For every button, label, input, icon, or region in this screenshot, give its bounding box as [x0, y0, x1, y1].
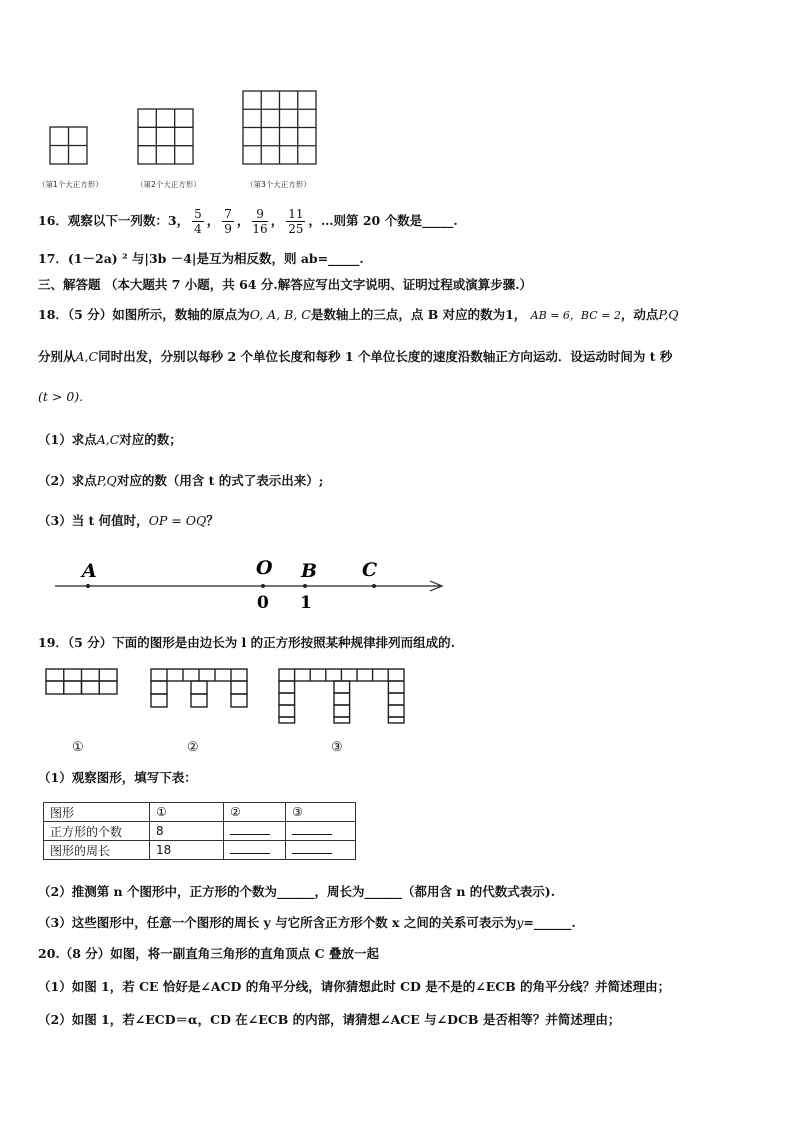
table-row	[44, 841, 356, 860]
question-19-sub-2: （2）推测第 n 个图形中，正方形的个数为______，周长为______（都用含 n 的代数式表示).	[38, 884, 556, 899]
question-18-sub-1: （1）求点A,C对应的数；	[38, 432, 182, 447]
q16-fraction-1: $\frac{5}{4}$	[194, 207, 202, 236]
question-19-sub-1: （1）观察图形，填写下表：	[38, 770, 197, 785]
q16-fraction-4: $\frac{11}{25}$	[288, 207, 304, 236]
table-header-cell: ②	[224, 803, 286, 822]
caption-square-3: （第3个大正方形）	[246, 180, 311, 189]
pattern-figure-3	[279, 669, 404, 723]
question-19-sub-3: （3）这些图形中，任意一个图形的周长 y 与它所含正方形个数 x 之间的关系可表示为y=______.	[38, 915, 576, 930]
big-square-3	[243, 91, 316, 164]
table-blank-cell	[286, 841, 356, 860]
q16-fraction-2: $\frac{7}{9}$	[224, 207, 232, 236]
question-20-sub-1: （1）如图 1，若 CE 恰好是∠ACD 的角平分线，请你猜想此时 CD 是不是的∠ECB 的角平分线？并简述理由；	[38, 979, 671, 994]
tick-1: 1	[300, 593, 312, 613]
table-row-label: 正方形的个数	[44, 822, 150, 841]
section-3-heading: 三、解答题 （本大题共 7 小题，共 64 分.解答应写出文字说明、证明过程或演算步骤.）	[38, 277, 533, 292]
big-squares-figure	[0, 0, 794, 200]
big-square-1	[50, 127, 87, 164]
point-o	[261, 584, 265, 588]
number-line	[0, 550, 794, 620]
label-b: B	[301, 560, 318, 582]
label-a: A	[82, 560, 97, 582]
pattern-figures	[0, 660, 794, 730]
point-b	[303, 584, 307, 588]
table-header-row	[44, 803, 356, 822]
pattern-figure-1	[46, 669, 117, 694]
table-blank-cell	[286, 822, 356, 841]
question-20-sub-2: （2）如图 1，若∠ECD＝α，CD 在∠ECB 的内部，请猜想∠ACE 与∠DCB 是否相等？并简述理由；	[38, 1012, 621, 1027]
figure-label-1: ①	[72, 740, 84, 755]
table-blank-cell	[224, 822, 286, 841]
question-19-title: 19．（5 分）下面的图形是由边长为 l 的正方形按照某种规律排列而组成的.	[38, 635, 455, 650]
question-18-line-3: (t > 0).	[38, 389, 84, 404]
figure-label-3: ③	[331, 740, 343, 755]
question-17: 17．(1－2a) ² 与|3b －4|是互为相反数，则 ab=_____.	[38, 251, 364, 266]
q16-suffix: ，…则第 20 个数是_____.	[308, 213, 458, 228]
label-c: C	[362, 559, 378, 581]
table-cell: 18	[150, 841, 224, 860]
caption-square-1: （第1个大正方形）	[38, 180, 103, 189]
q16-fraction-3: $\frac{9}{16}$	[252, 207, 268, 236]
table-row-label: 图形的周长	[44, 841, 150, 860]
figure-label-2: ②	[187, 740, 199, 755]
q19-table	[43, 802, 356, 860]
point-c	[372, 584, 376, 588]
question-18-sub-3: （3）当 t 何值时，OP = OQ？	[38, 513, 219, 528]
table-header-cell: 图形	[44, 803, 150, 822]
point-a	[86, 584, 90, 588]
question-20-title: 20.（8 分）如图，将一副直角三角形的直角顶点 C 叠放一起	[38, 946, 379, 961]
table-cell: 8	[150, 822, 224, 841]
q16-prefix: 16．观察以下一列数：3，	[38, 213, 190, 228]
pattern-figure-2	[151, 669, 247, 707]
caption-square-2: （第2个大正方形）	[136, 180, 201, 189]
label-o: O	[256, 557, 273, 579]
big-square-2	[138, 109, 193, 164]
question-18-sub-2: （2）求点P,Q对应的数（用含 t 的式了表示出来）;	[38, 473, 324, 488]
question-18-line-2: 分别从A,C同时出发，分别以每秒 2 个单位长度和每秒 1 个单位长度的速度沿数轴正方向运动．设运动时间为 t 秒	[38, 349, 673, 364]
table-header-cell: ③	[286, 803, 356, 822]
question-16: 16．观察以下一列数：3， $\frac{5}{4}$ ， $\frac{7}{9}$ ， $\frac{9}{16}$ ， $\frac{11}{25}$ ，…则第 20 个数是_____.	[38, 207, 458, 236]
tick-0: 0	[257, 593, 269, 613]
table-blank-cell	[224, 841, 286, 860]
question-18-line-1: 18．（5 分）如图所示，数轴的原点为O, A, B, C是数轴上的三点，点 B 对应的数为1， AB = 6，BC = 2，动点P,Q	[38, 307, 679, 322]
table-header-cell: ①	[150, 803, 224, 822]
table-row	[44, 822, 356, 841]
